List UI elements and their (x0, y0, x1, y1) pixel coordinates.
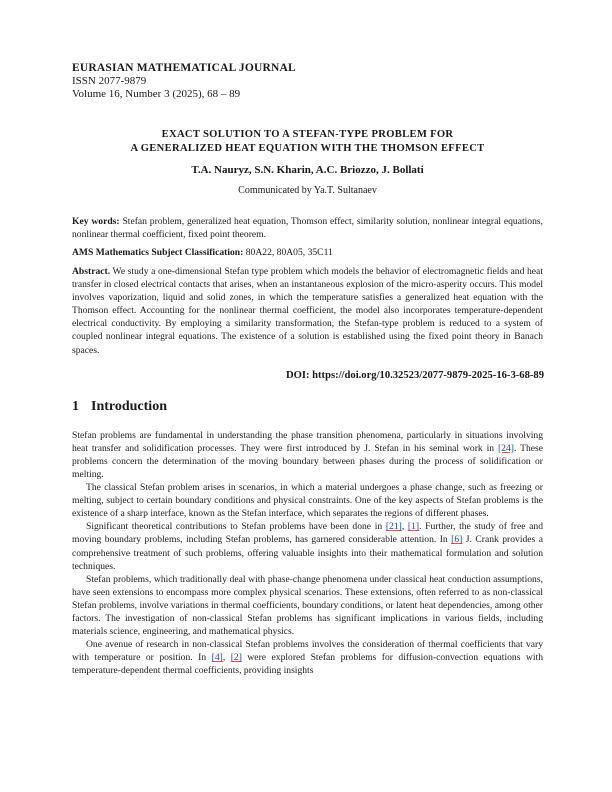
ams-text: 80A22, 80A05, 35C11 (245, 247, 333, 258)
paper-page (72, 62, 543, 677)
title-line-2: A GENERALIZED HEAT EQUATION WITH THE THOMSON EFFECT (130, 143, 485, 154)
journal-volume: Volume 16, Number 3 (2025), 68 – 89 (72, 88, 241, 100)
text-run: were explored Stefan problems for diffusion-convection equations with temperature-dependent thermal coefficients, providing insights (72, 652, 543, 677)
text-run: Significant theoretical contributions to Stefan problems have been done in (86, 521, 386, 533)
abstract-label: Abstract. (72, 266, 111, 277)
paragraph-5 (72, 638, 543, 677)
doi-link[interactable]: DOI: https://doi.org/10.32523/2077-9879-2025-16-3-68-89 (285, 369, 544, 381)
paper-title (72, 128, 543, 156)
text-run: . These problems concern the determination of the moving boundary between phases during the process of solidification or melting. (72, 442, 543, 480)
section-heading (72, 399, 543, 415)
abstract (72, 265, 543, 357)
text-run: Stefan problems are fundamental in understanding the phase transition phenomena, particularly in situations involving heat transfer and solidification processes. They were first introduced by J. Stefan in his seminal work in (72, 429, 543, 454)
citation-link[interactable]: [21] (385, 521, 402, 533)
citation-link[interactable]: [4] (211, 652, 223, 664)
section-body (72, 429, 543, 678)
journal-name: EURASIAN MATHEMATICAL JOURNAL (72, 62, 296, 74)
paragraph-1 (72, 429, 543, 481)
paragraph-2: The classical Stefan problem arises in scenarios, in which a material undergoes a phase change, such as freezing or melting, subject to certain boundary conditions and physical constraints. One of the key aspects of Stefan problems is the existence of a sharp interface, known as the Stefan interface, which separates the regions of different phases. (72, 482, 543, 520)
journal-issn: ISSN 2077-9879 (72, 75, 147, 87)
abstract-text: We study a one-dimensional Stefan type problem which models the behavior of electromagnetic fields and heat transfer in closed electrical contacts that arises, when an instantaneous explosion of the micro-asperity occurs. This model involves vaporization, liquid and solid zones, in which the temperature satisfies a generalized heat equation with the Thomson effect. Accounting for the nonlinear thermal coefficient, the model also incorporates temperature-dependent electrical conductivity. By employing a similarity transformation, the Stefan-type problem is reduced to a system of coupled nonlinear integral equations. The existence of a solution is established using the fixed point theory in Banach spaces. (72, 266, 543, 356)
communicated-by: Communicated by Ya.T. Sultanaev (238, 185, 377, 196)
keywords-label: Key words: (72, 216, 120, 227)
title-line-1: EXACT SOLUTION TO A STEFAN-TYPE PROBLEM FOR (161, 129, 454, 140)
citation-link[interactable]: [6] (451, 534, 463, 546)
paragraph-3 (72, 520, 543, 572)
citation-link[interactable]: [2] (230, 652, 242, 664)
text-run: , (401, 521, 408, 533)
text-run: J. Crank provides a comprehensive treatment of such problems, offering valuable insights into their mathematical formulation and solution techniques. (72, 534, 543, 572)
ams-label: AMS Mathematics Subject Classification: (72, 247, 244, 258)
citation-link[interactable]: [1] (407, 521, 420, 533)
authors: T.A. Nauryz, S.N. Kharin, A.C. Briozzo, J. Bollati (191, 164, 424, 176)
keywords-text: Stefan problem, generalized heat equation, Thomson effect, similarity solution, nonlinear integral equations, nonlinear thermal coefficient, fixed point theorem. (72, 216, 544, 240)
text-run: , (222, 652, 231, 664)
text-run: . Further, the study of free and moving boundary problems, including Stefan problems, has garnered considerable attention. In (72, 521, 543, 546)
section-number: 1 (72, 398, 79, 414)
citation-link[interactable]: [24] (497, 442, 514, 454)
section-title: Introduction (91, 398, 167, 414)
ams-classification (72, 246, 543, 259)
journal-header (72, 62, 543, 101)
text-run: One avenue of research in non-classical Stefan problems involves the consideration of thermal coefficients that vary with temperature or position. In (72, 639, 543, 664)
paragraph-4: Stefan problems, which traditionally deal with phase-change phenomena under classical heat conduction assumptions, have seen extensions to encompass more complex physical scenarios. These extensions, often referred to as non-classical Stefan problems, involve variations in thermal coefficients, boundary conditions, or latent heat dependencies, among other factors. The investigation of non-classical Stefan problems has significant implications in various fields, including materials science, engineering, and mathematical physics. (72, 573, 543, 638)
keywords (72, 215, 543, 241)
